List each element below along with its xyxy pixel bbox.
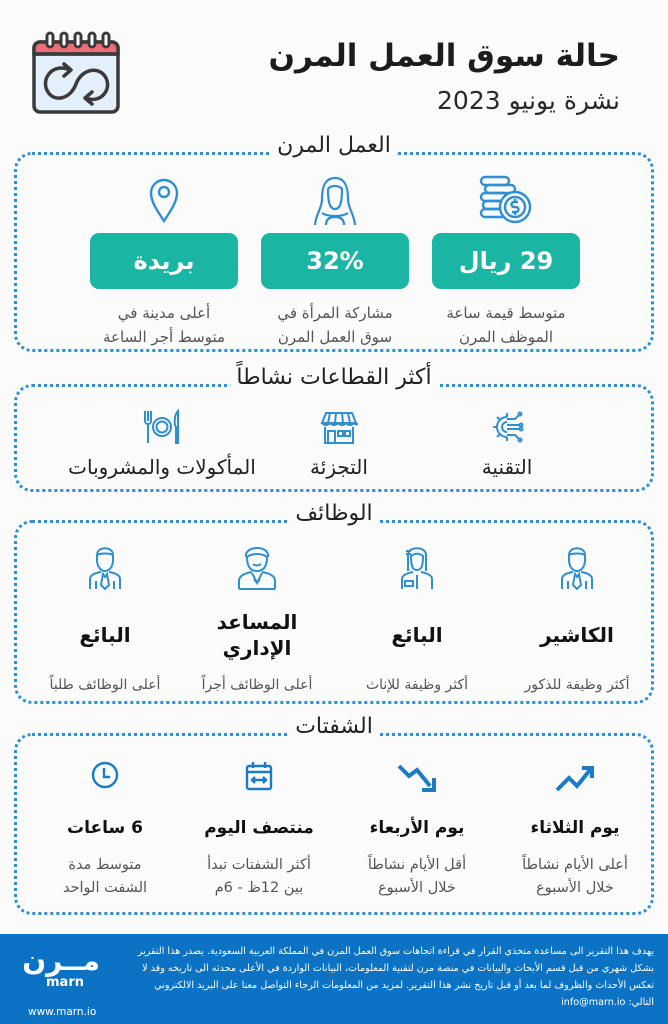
stat-value-badge: بريدة (90, 233, 238, 289)
calendar-cycle-icon (30, 30, 122, 116)
job-seller-female (347, 543, 487, 693)
flexible-work-section (14, 133, 654, 352)
stat-top-city (90, 175, 238, 349)
storefront-icon (320, 409, 358, 445)
plate-fork-knife-icon (142, 409, 182, 445)
disclaimer-text: يهدف هذا التقرير الى مساعدة متخذي القرار في قراءة اتجاهات سوق العمل المرن في المملكة العربية السعودية. يصدر هذا التقرير بشكل شهري من قبل قسم الأبحاث والبيانات في منصة مرن لتقنية المعلومات، البيانات الواردة في الأعلى محدثه الى تاريخه وقد لا تعكس الأحداث والظروف لما بعد أو قبل تاريخ نشر هذا التقرير. لمزيد من المعلومات الرجاء التواصل معنا على البريد الالكتروني التالي: info@marn.io (137, 946, 654, 1008)
shifts-section (14, 714, 654, 915)
man-tie-icon (559, 543, 595, 591)
stat-caption: متوسط قيمة ساعة الموظف المرن (446, 304, 566, 346)
calendar-range-icon (244, 760, 274, 792)
job-cashier (507, 543, 647, 693)
sector-retail (279, 409, 399, 479)
woman-hijab-icon (312, 175, 358, 227)
woman-employee-icon (399, 543, 435, 591)
footer (0, 934, 668, 1024)
shift-title: منتصف اليوم (204, 818, 314, 838)
shift-title: 6 ساعات (67, 818, 143, 838)
sectors-section (14, 365, 654, 492)
location-pin-icon (144, 175, 184, 227)
stat-value-badge: 29 ريال (432, 233, 580, 289)
trend-down-icon (396, 760, 438, 796)
sector-label: المأكولات والمشروبات (68, 455, 256, 479)
sector-label: التقنية (481, 455, 533, 479)
section-title: الشفتات (289, 714, 379, 739)
sector-food (52, 409, 272, 479)
stat-avg-hourly (432, 175, 580, 349)
stat-caption: مشاركة المرأة في سوق العمل المرن (277, 304, 393, 346)
logo-arabic: مــرن (22, 944, 100, 977)
shift-caption: أعلى الأيام نشاطاً خلال الأسبوع (522, 857, 628, 896)
job-title: الكاشير (540, 623, 614, 647)
section-title: العمل المرن (271, 133, 397, 158)
tech-gear-circuit-icon (489, 409, 525, 445)
coins-dollar-icon (477, 175, 535, 227)
job-title: البائع (391, 623, 443, 647)
job-caption: أكثر وظيفة للذكور (524, 677, 630, 693)
shift-wednesday (347, 760, 487, 900)
job-caption: أكثر وظيفة للإناث (365, 677, 469, 693)
clock-icon (90, 760, 120, 790)
stat-caption: أعلى مدينة في متوسط أجر الساعة (102, 304, 226, 346)
shift-title: يوم الثلاثاء (530, 818, 620, 838)
stat-women-participation (261, 175, 409, 349)
job-title: المساعد الإداري (216, 610, 298, 660)
shift-caption: متوسط مدة الشفت الواحد (62, 857, 148, 896)
trend-up-icon (554, 760, 596, 796)
job-admin-assistant (187, 543, 327, 693)
header (0, 0, 668, 140)
section-title: الوظائف (289, 501, 378, 526)
section-title: أكثر القطاعات نشاطاً (230, 365, 437, 390)
shift-midday (189, 760, 329, 900)
shift-caption: أكثر الشفتات تبدأ بين 12ظ - 6م (207, 857, 311, 896)
job-caption: أعلى الوظائف أجراً (201, 677, 313, 693)
jobs-section (14, 501, 654, 704)
job-caption: أعلى الوظائف طلباً (49, 677, 161, 693)
shift-caption: أقل الأيام نشاطاً خلال الأسبوع (367, 857, 467, 896)
shift-tuesday (505, 760, 645, 900)
man-suit-smile-icon (236, 543, 278, 591)
shift-title: يوم الأربعاء (369, 818, 465, 838)
marn-logo (22, 944, 100, 990)
page-subtitle: نشرة يونيو 2023 (437, 86, 620, 115)
sector-label: التجزئة (310, 455, 368, 479)
shift-duration (35, 760, 175, 900)
job-seller-demand (35, 543, 175, 693)
man-tie-icon (87, 543, 123, 591)
logo-english: marn (46, 975, 84, 990)
page-title: حالة سوق العمل المرن (268, 38, 620, 74)
sector-tech (447, 409, 567, 479)
stat-value-badge: 32% (261, 233, 409, 289)
website-link[interactable]: www.marn.io (28, 1006, 97, 1018)
job-title: البائع (79, 623, 131, 647)
